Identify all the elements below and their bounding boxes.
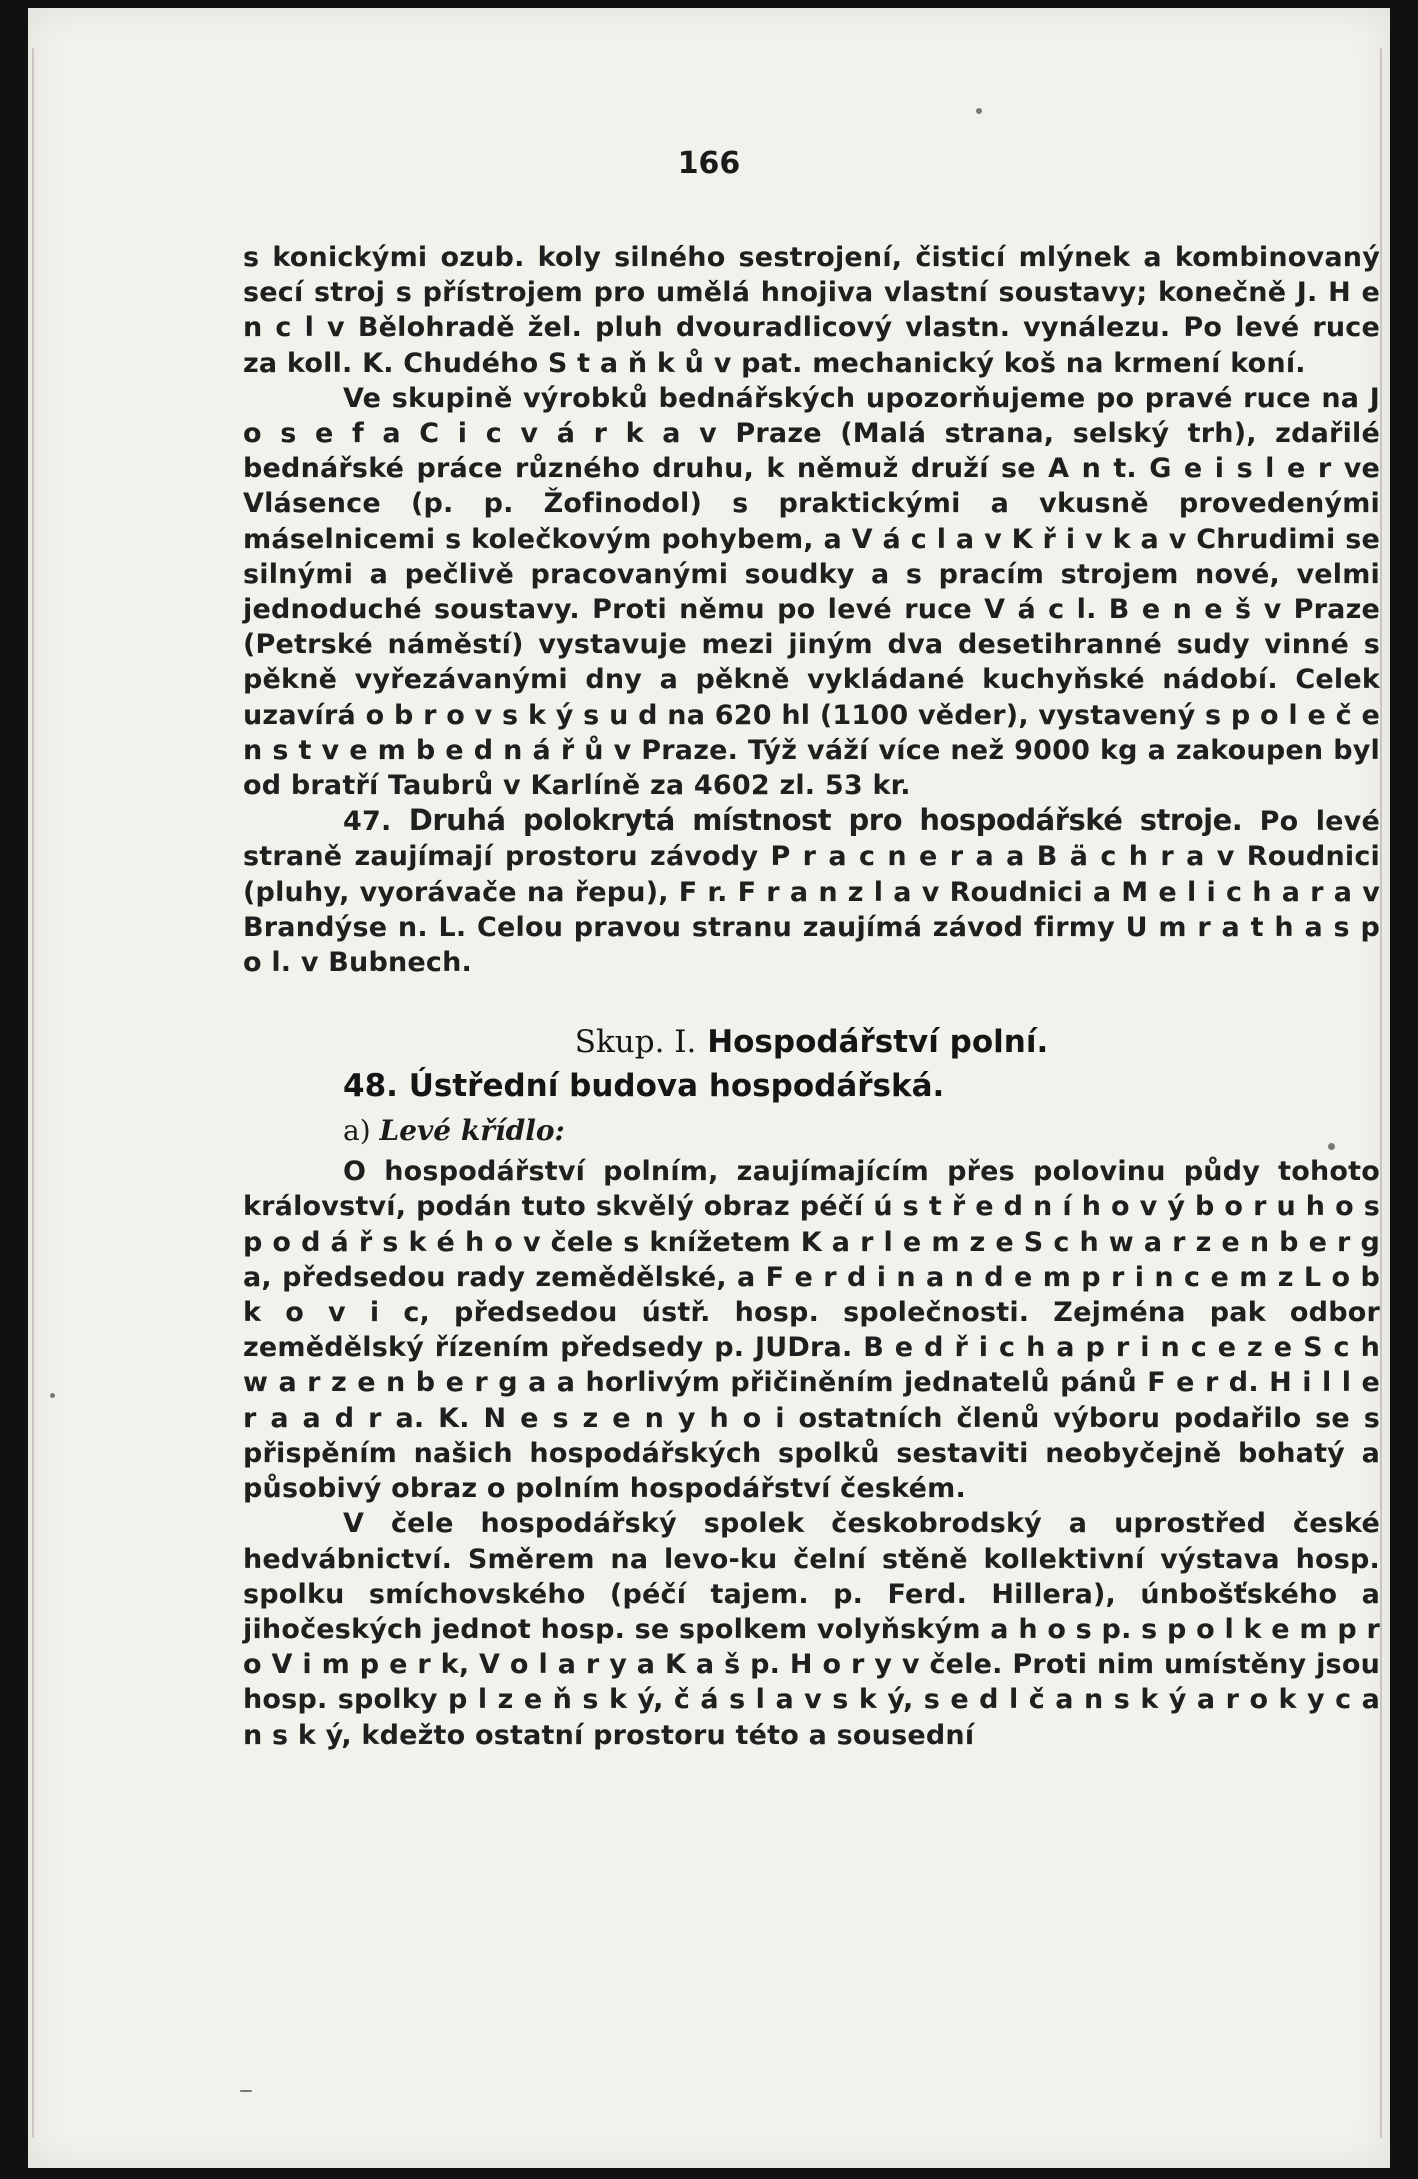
group-heading-title: Hospodářství polní. (707, 1024, 1049, 1061)
section-47-number: 47. (343, 806, 392, 838)
section-48-number: 48. (343, 1068, 398, 1105)
section-47-text: Po levé straně zaujímají prostoru závody P r a c n e r a a B ä c h r a v Roudnici (pluhy, vyorávače na řepu), F r. F r a n z l a v Roudnici a M e l i c h a r a v Brandýse n. L. Celou pravou stranu zaujímá závod firmy U m r a t h a s p o l. v Bubnech. (243, 806, 1380, 979)
subsection-a-heading (243, 1108, 1380, 1154)
subsection-a-letter: a) (343, 1114, 371, 1148)
paragraph-cooperage: Ve skupině výrobků bednářských upozorňujeme po pravé ruce na J o s e f a C i c v á r k a v Praze (Malá strana, selský trh), zdařilé bednářské práce různého druhu, k němuž druží se A n t. G e i s l e r ve Vlásence (p. p. Žofinodol) s praktickými a vkusně provedenými máselnicemi s kolečkovým pohybem, a V á c l a v K ř i v k a v Chrudimi se silnými a pečlivě pracovanými soudky a s pracím strojem nové, velmi jednoduché soustavy. Proti němu po levé ruce V á c l. B e n e š v Praze (Petrské náměstí) vystavuje mezi jiným dva desetihranné sudy vinné s pěkně vyřezávanými dny a pěkně vykládané kuchyňské nádobí. Celek uzavírá o b r o v s k ý s u d na 620 hl (1100 věder), vystavený s p o l e č e n s t v e m b e d n á ř ů v Praze. Týž váží více než 9000 kg a zakoupen byl od bratří Taubrů v Karlíně za 4602 zl. 53 kr. (243, 382, 1380, 802)
paragraph-field-economy: O hospodářství polním, zaujímajícím přes polovinu půdy tohoto království, podán tuto skvělý obraz péčí ú s t ř e d n í h o v ý b o r u h o s p o d á ř s k é h o v čele s knížetem K a r l e m z e S c h w a r z e n b e r g a, předsedou rady zemědělské, a F e r d i n a n d e m p r i n c e m z L o b k o v i c, předsedou ústř. hosp. společnosti. Zejména pak odbor zemědělský řízením předsedy p. JUDra. B e d ř i c h a p r i n c e z e S c h w a r z e n b e r g a a horlivým přičiněním jednatelů pánů F e r d. H i l l e r a a d r a. K. N e s z e n y h o i ostatních členů výboru podařilo se s přispěním našich hospodářských spolků sestaviti neobyčejně bohatý a působivý obraz o polním hospodářství českém. (243, 1156, 1380, 1505)
scan-speck (1328, 1143, 1335, 1150)
page-number: 166 (677, 146, 741, 181)
section-48-heading (243, 1064, 1380, 1108)
section-48-title: Ústřední budova hospodářská. (408, 1068, 945, 1105)
section-47-title: Druhá polokrytá místnost pro hospodářské stroje. (408, 803, 1243, 838)
page-body (243, 240, 1380, 1753)
right-page-edge (1380, 48, 1382, 2138)
group-heading-prefix: Skup. I. (574, 1024, 697, 1061)
group-heading (243, 1020, 1380, 1064)
left-page-edge (32, 48, 34, 2138)
scan-speck (50, 1393, 55, 1398)
subsection-a-title: Levé křídlo: (379, 1114, 565, 1148)
scan-speck (240, 2090, 252, 2092)
paragraph-continuation: s konickými ozub. koly silného sestrojení, čisticí mlýnek a kombinovaný secí stroj s přístrojem pro umělá hnojiva vlastní soustavy; konečně J. H e n c l v Bělohradě žel. pluh dvouradlicový vlastn. vynálezu. Po levé ruce za koll. K. Chudého S t a ň k ů v pat. mechanický koš na krmení koní. (243, 242, 1380, 379)
paragraph-left-wing: V čele hospodářský spolek českobrodský a uprostřed české hedvábnictví. Směrem na levo-ku čelní stěně kollektivní výstava hosp. spolku smíchovského (péčí tajem. p. Ferd. Hillera), únbošťského a jihočeských jednot hosp. se spolkem volyňským a h o s p. s p o l k e m p r o V i m p e r k, V o l a r y a K a š p. H o r y v čele. Proti nim umístěny jsou hosp. spolky p l z e ň s k ý, č á s l a v s k ý, s e d l č a n s k ý a r o k y c a n s k ý, kdežto ostatní prostoru této a sousední (243, 1508, 1380, 1751)
section-47-paragraph (243, 803, 1380, 980)
book-page (28, 8, 1390, 2168)
scan-speck (976, 108, 982, 114)
